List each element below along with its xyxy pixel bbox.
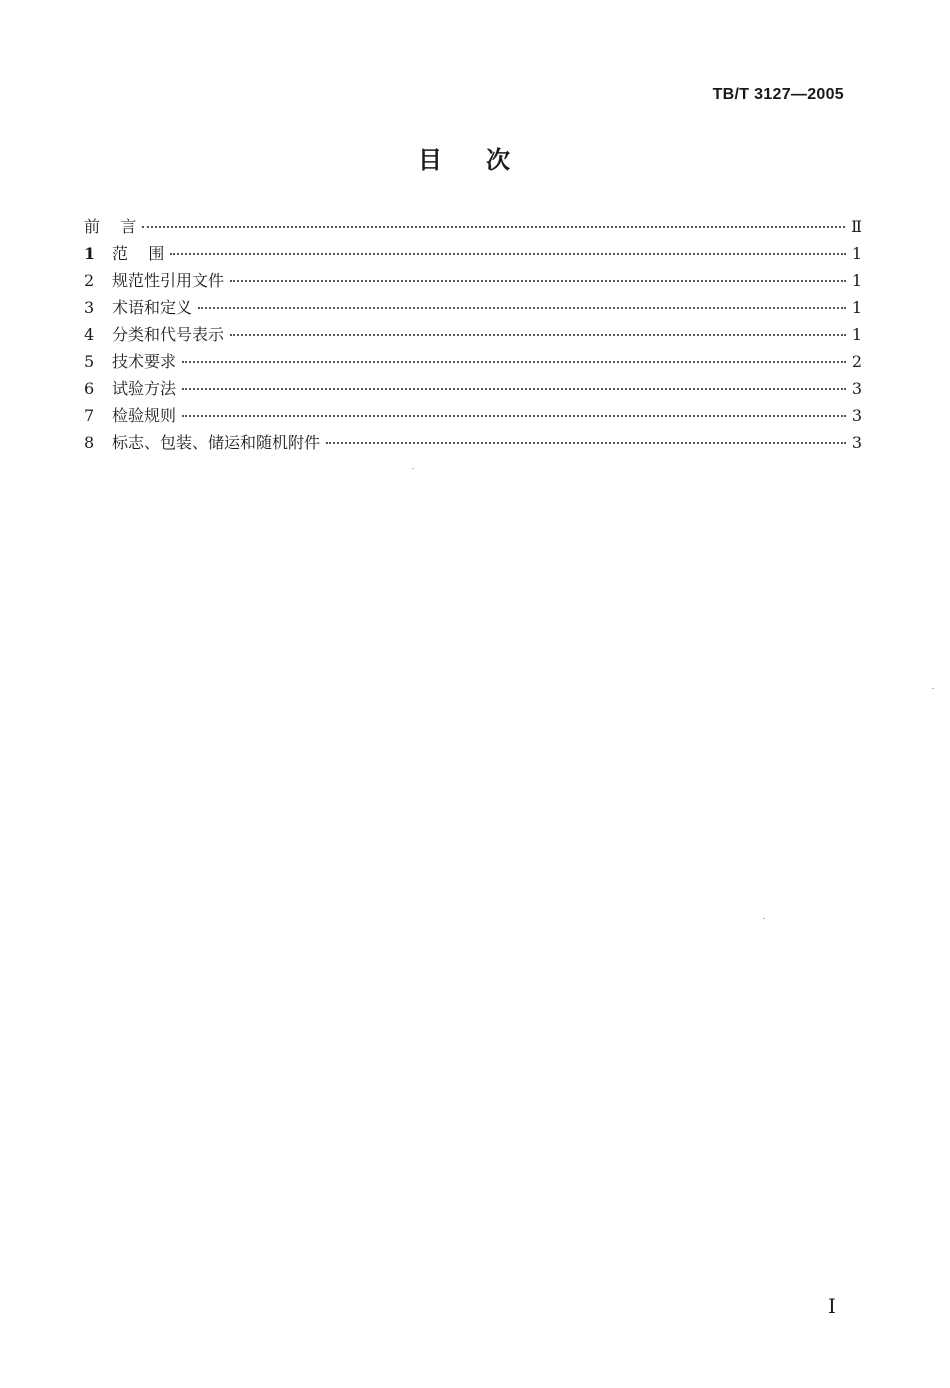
toc-entry-test-methods[interactable] [84, 375, 862, 402]
toc-entry-scope[interactable] [84, 240, 862, 267]
toc-entry-label: 检验规则 [112, 406, 177, 425]
toc-entry-page: 1 [851, 298, 862, 317]
dot-leader [230, 334, 846, 336]
toc-entry-number: 2 [84, 271, 95, 290]
toc-entry-number: 1 [84, 244, 96, 263]
toc-entry-number: 5 [84, 352, 95, 371]
dot-leader [170, 253, 845, 255]
dot-leader [326, 442, 846, 444]
toc-entry-number: 8 [84, 433, 95, 452]
toc-entry-marking-packaging[interactable] [84, 429, 862, 456]
dot-leader [182, 388, 846, 390]
toc-entry-page: 3 [851, 406, 862, 425]
standard-number: TB/T 3127—2005 [712, 86, 844, 103]
scan-speck [412, 468, 414, 469]
toc-entry-page: 1 [851, 325, 862, 344]
toc-entry-inspection-rules[interactable] [84, 402, 862, 429]
toc-entry-label: 分类和代号表示 [112, 325, 225, 344]
page-number: I [828, 1294, 836, 1318]
dot-leader [142, 226, 845, 228]
toc-entry-preface[interactable] [84, 213, 862, 240]
scan-speck [763, 918, 765, 919]
toc-entry-label: 术语和定义 [112, 298, 193, 317]
toc-entry-label: 范 围 [112, 244, 165, 263]
toc-entry-label: 前 言 [84, 217, 137, 236]
toc-entry-page: 2 [851, 352, 862, 371]
toc-entry-label: 试验方法 [112, 379, 177, 398]
toc-entry-page: Ⅱ [851, 217, 862, 236]
dot-leader [182, 361, 846, 363]
toc-entry-page: 3 [851, 433, 862, 452]
toc-entry-number: 7 [84, 406, 95, 425]
toc-entry-normative-references[interactable] [84, 267, 862, 294]
dot-leader [198, 307, 846, 309]
table-of-contents [84, 213, 862, 456]
dot-leader [230, 280, 846, 282]
toc-entry-number: 3 [84, 298, 95, 317]
toc-entry-classification[interactable] [84, 321, 862, 348]
toc-entry-page: 1 [851, 271, 862, 290]
toc-entry-label: 标志、包装、储运和随机附件 [112, 433, 321, 452]
toc-entry-number: 6 [84, 379, 95, 398]
toc-entry-technical-requirements[interactable] [84, 348, 862, 375]
dot-leader [182, 415, 846, 417]
toc-entry-label: 技术要求 [112, 352, 177, 371]
toc-entry-page: 1 [851, 244, 862, 263]
toc-title: 目次 [418, 146, 554, 174]
toc-entry-terms-definitions[interactable] [84, 294, 862, 321]
scan-speck [932, 688, 934, 689]
toc-entry-label: 规范性引用文件 [112, 271, 225, 290]
toc-entry-page: 3 [851, 379, 862, 398]
toc-entry-number: 4 [84, 325, 95, 344]
